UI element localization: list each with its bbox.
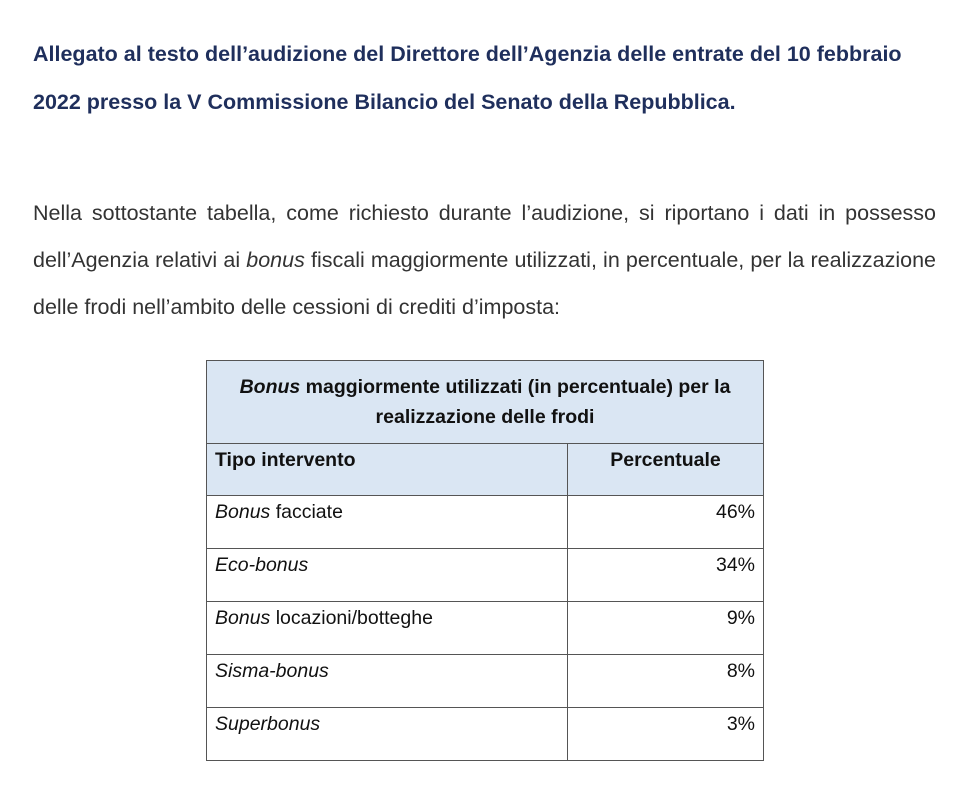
- table-title: [207, 361, 764, 444]
- table-title-italic: Bonus: [239, 376, 301, 398]
- intro-paragraph: [33, 190, 936, 331]
- cell-type-rest: facciate: [270, 501, 343, 523]
- fraud-bonus-table: [206, 360, 764, 761]
- table-row: [207, 602, 764, 655]
- cell-type: [207, 602, 568, 655]
- table-header-row: [207, 444, 764, 496]
- heading-line-2: 2022 presso la V Commissione Bilancio del Senato della Repubblica.: [33, 90, 736, 114]
- cell-type: [207, 655, 568, 708]
- cell-percent: 46%: [568, 496, 764, 549]
- cell-type-italic: Bonus: [215, 501, 271, 523]
- intro-text-end: fiscali maggiormente utilizzati, in percentuale, per la realizzazione delle frodi nell’ambito delle cessioni di crediti d’imposta:: [33, 248, 936, 319]
- table-row: [207, 655, 764, 708]
- cell-type: [207, 549, 568, 602]
- table-row: [207, 549, 764, 602]
- cell-percent: 9%: [568, 602, 764, 655]
- cell-percent: 34%: [568, 549, 764, 602]
- document-heading: [33, 30, 933, 126]
- cell-type: [207, 496, 568, 549]
- heading-line-1: Allegato al testo dell’audizione del Direttore dell’Agenzia delle entrate del 10 febbraio: [33, 42, 902, 66]
- table-row: [207, 708, 764, 761]
- table-title-row: [207, 361, 764, 444]
- table-row: [207, 496, 764, 549]
- cell-type-rest: locazioni/botteghe: [270, 607, 433, 629]
- column-header-type: Tipo intervento: [207, 444, 568, 496]
- cell-percent: 8%: [568, 655, 764, 708]
- table-title-line-1: maggiormente utilizzati (in percentuale) per la: [300, 376, 731, 398]
- intro-italic-bonus: bonus: [246, 248, 305, 272]
- table-title-line-2: realizzazione delle frodi: [375, 406, 595, 428]
- cell-type: [207, 708, 568, 761]
- cell-type-italic: Eco-bonus: [215, 554, 309, 576]
- cell-type-italic: Bonus: [215, 607, 271, 629]
- cell-type-italic: Superbonus: [215, 713, 321, 735]
- cell-percent: 3%: [568, 708, 764, 761]
- intro-text-start: Nella sottostante tabella, come richiesto durante l’audizione, si riportano i dati in possesso dell’Agenzia relativi ai: [33, 201, 936, 272]
- cell-type-italic: Sisma-bonus: [215, 660, 329, 682]
- column-header-percent: Percentuale: [568, 444, 764, 496]
